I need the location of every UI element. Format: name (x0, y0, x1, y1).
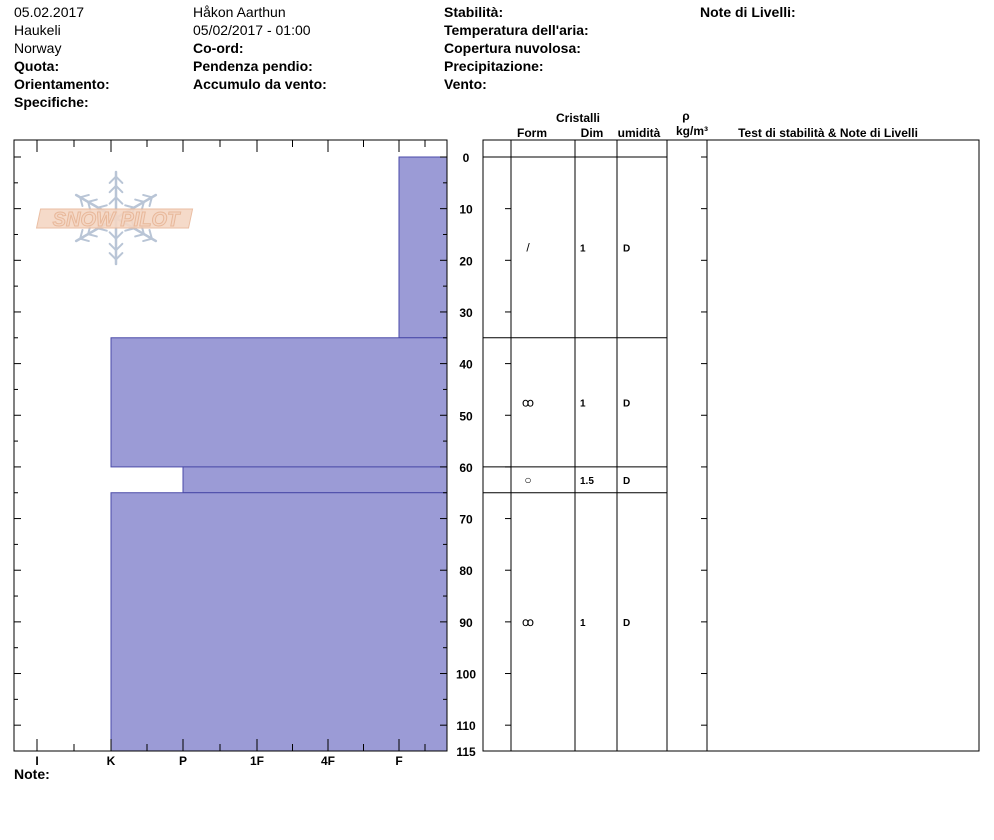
depth-tick-label: 70 (459, 512, 473, 527)
depth-tick-label: 60 (459, 460, 473, 475)
hardness-bar-4 (111, 493, 447, 751)
footer-note-label: Note: (14, 766, 50, 782)
hardness-tick-label: 4F (320, 754, 336, 768)
aspect-label: Orientamento: (14, 76, 110, 92)
hardness-tick-label: F (395, 754, 403, 768)
snowpilot-logo (37, 172, 193, 264)
hardness-bar-2 (111, 338, 447, 467)
hardness-bar-1 (399, 157, 447, 338)
depth-tick-label: 50 (459, 409, 473, 424)
stability-label: Stabilità: (444, 4, 504, 20)
country-name: Norway (14, 40, 62, 56)
air-temperature-label: Temperatura dell'aria: (444, 22, 589, 38)
hardness-profile (111, 157, 447, 751)
layer-4-wetness: D (623, 617, 631, 629)
precipitation-label: Precipitazione: (444, 58, 544, 74)
logo-text: SNOW PILOT (52, 209, 180, 231)
observation-datetime: 05/02/2017 - 01:00 (193, 22, 311, 38)
depth-tick-label: 0 (462, 151, 470, 165)
layer-2-form: ꝏ (521, 395, 535, 410)
wind-loading-label: Accumulo da vento: (193, 76, 327, 92)
layer-table-frame (483, 140, 979, 751)
hardness-tick-label: I (35, 754, 39, 768)
slope-angle-label: Pendenza pendio: (193, 58, 313, 74)
specifics-label: Specifiche: (14, 94, 89, 110)
observer-name: Håkon Aarthun (193, 4, 286, 20)
observation-date: 05.02.2017 (14, 4, 85, 20)
density-unit-header: kg/m³ (675, 124, 709, 138)
depth-tick-label: 20 (459, 254, 473, 269)
wind-label: Vento: (444, 76, 487, 92)
layer-notes-label: Note di Livelli: (700, 4, 796, 20)
hardness-tick-label: K (106, 754, 116, 768)
wetness-header: umidità (617, 126, 661, 140)
stability-notes-header: Test di stabilità & Note di Livelli (738, 126, 918, 140)
depth-tick-label: 115 (456, 745, 476, 759)
layer-2-wetness: D (623, 398, 631, 410)
location-name: Haukeli (14, 22, 61, 38)
hardness-bar-3 (183, 467, 447, 493)
size-header: Dim (580, 126, 604, 140)
coordinates-label: Co-ord: (193, 40, 244, 56)
depth-tick-label: 110 (456, 719, 476, 734)
hardness-tick-label: P (178, 754, 188, 768)
layer-1-wetness: D (623, 243, 631, 255)
form-header: Form (517, 126, 547, 140)
depth-tick-label: 100 (455, 667, 477, 682)
layer-4-size: 1 (580, 617, 586, 629)
layer-4-form: ꝏ (521, 614, 535, 629)
layer-1-size: 1 (580, 243, 586, 255)
elevation-label: Quota: (14, 58, 60, 74)
layer-3-size: 1.5 (580, 475, 594, 487)
depth-tick-label: 40 (459, 357, 473, 372)
hardness-tick-label: 1F (249, 754, 265, 768)
layer-1-form: / (526, 240, 530, 255)
layer-3-form: ○ (524, 472, 532, 487)
depth-tick-label: 80 (459, 564, 473, 579)
depth-tick-label: 30 (459, 305, 473, 320)
depth-tick-label: 90 (459, 615, 473, 630)
crystals-header: Cristalli (555, 111, 601, 125)
layer-3-wetness: D (623, 475, 631, 487)
cloud-cover-label: Copertura nuvolosa: (444, 40, 581, 56)
depth-tick-label: 10 (459, 202, 473, 217)
layer-2-size: 1 (580, 398, 586, 410)
density-symbol-header: ρ (682, 109, 690, 123)
